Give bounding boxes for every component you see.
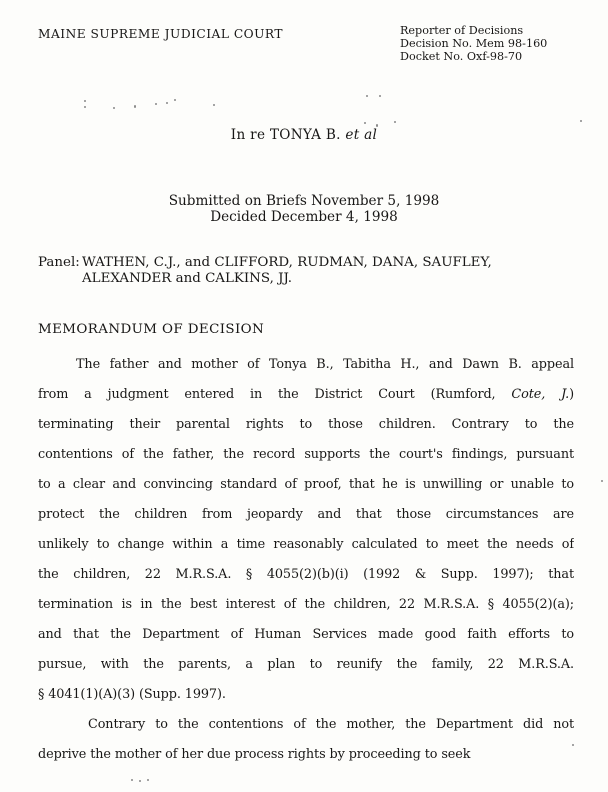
scan-speck (134, 105, 136, 108)
scan-speck (84, 106, 86, 108)
memorandum-heading: MEMORANDUM OF DECISION (38, 322, 265, 337)
body-line: the children, 22 M.R.S.A. § 4055(2)(b)(i) (1992 & Supp. 1997); that (38, 567, 574, 582)
reporter-of-decisions: Reporter of Decisions (400, 24, 524, 37)
document-header (0, 0, 608, 63)
body-line: The father and mother of Tonya B., Tabitha H., and Dawn B. appeal (76, 357, 574, 372)
submitted-line: Submitted on Briefs November 5, 1998 (168, 193, 440, 209)
scan-speck (155, 103, 157, 105)
decided-line: Decided December 4, 1998 (210, 209, 398, 225)
scan-speck (131, 779, 133, 781)
scan-speck (572, 744, 574, 746)
panel-line-2: ALEXANDER and CALKINS, JJ. (82, 270, 293, 286)
body-line: Contrary to the contentions of the mother, the Department did not (88, 717, 574, 732)
scan-speck (379, 95, 381, 97)
judge-name-italic: Cote, J. (511, 387, 570, 402)
body-line: pursue, with the parents, a plan to reunify the family, 22 M.R.S.A. (38, 657, 574, 672)
body-line (38, 380, 574, 410)
case-title (0, 127, 608, 143)
opinion-body (38, 350, 574, 770)
body-line-pre: from a judgment entered in the District Court (Rumford, (38, 387, 512, 402)
body-line: unlikely to change within a time reasonably calculated to meet the needs of (38, 537, 574, 552)
body-line: terminating their parental rights to those children. Contrary to the (38, 417, 574, 432)
panel-block (38, 255, 572, 286)
scan-speck (166, 102, 168, 104)
body-line: protect the children from jeopardy and that those circumstances are (38, 507, 574, 522)
docket-number: Docket No. Oxf-98-70 (400, 50, 523, 63)
scan-speck (394, 121, 396, 123)
body-line: deprive the mother of her due process rights by proceeding to seek (38, 747, 471, 762)
reporter-block (400, 24, 578, 63)
body-line-post: ) (569, 387, 574, 402)
scan-speck (84, 100, 86, 102)
panel-label: Panel: (38, 255, 80, 270)
decision-number: Decision No. Mem 98-160 (400, 37, 548, 50)
body-line: § 4041(1)(A)(3) (Supp. 1997). (38, 687, 226, 702)
scan-speck (601, 480, 603, 482)
scan-speck (366, 95, 368, 97)
scan-speck (580, 120, 582, 122)
body-line: contentions of the father, the record supports the court's findings, pursuant (38, 447, 574, 462)
scan-speck (147, 779, 149, 781)
panel-line-1: WATHEN, C.J., and CLIFFORD, RUDMAN, DANA, SAUFLEY, (82, 255, 492, 270)
scan-speck (364, 122, 366, 124)
court-name: MAINE SUPREME JUDICIAL COURT (38, 27, 284, 41)
scan-speck (174, 99, 176, 101)
scan-speck (139, 780, 141, 782)
case-title-roman: In re TONYA B. (230, 127, 346, 143)
case-title-italic: et al (345, 127, 378, 143)
body-line: termination is in the best interest of the children, 22 M.R.S.A. § 4055(2)(a); (38, 597, 574, 612)
scan-speck (213, 104, 215, 106)
body-line: and that the Department of Human Services made good faith efforts to (38, 627, 574, 642)
scan-speck (376, 124, 378, 127)
body-line: to a clear and convincing standard of proof, that he is unwilling or unable to (38, 477, 574, 492)
dates-block (0, 193, 608, 225)
scan-speck (113, 107, 115, 109)
